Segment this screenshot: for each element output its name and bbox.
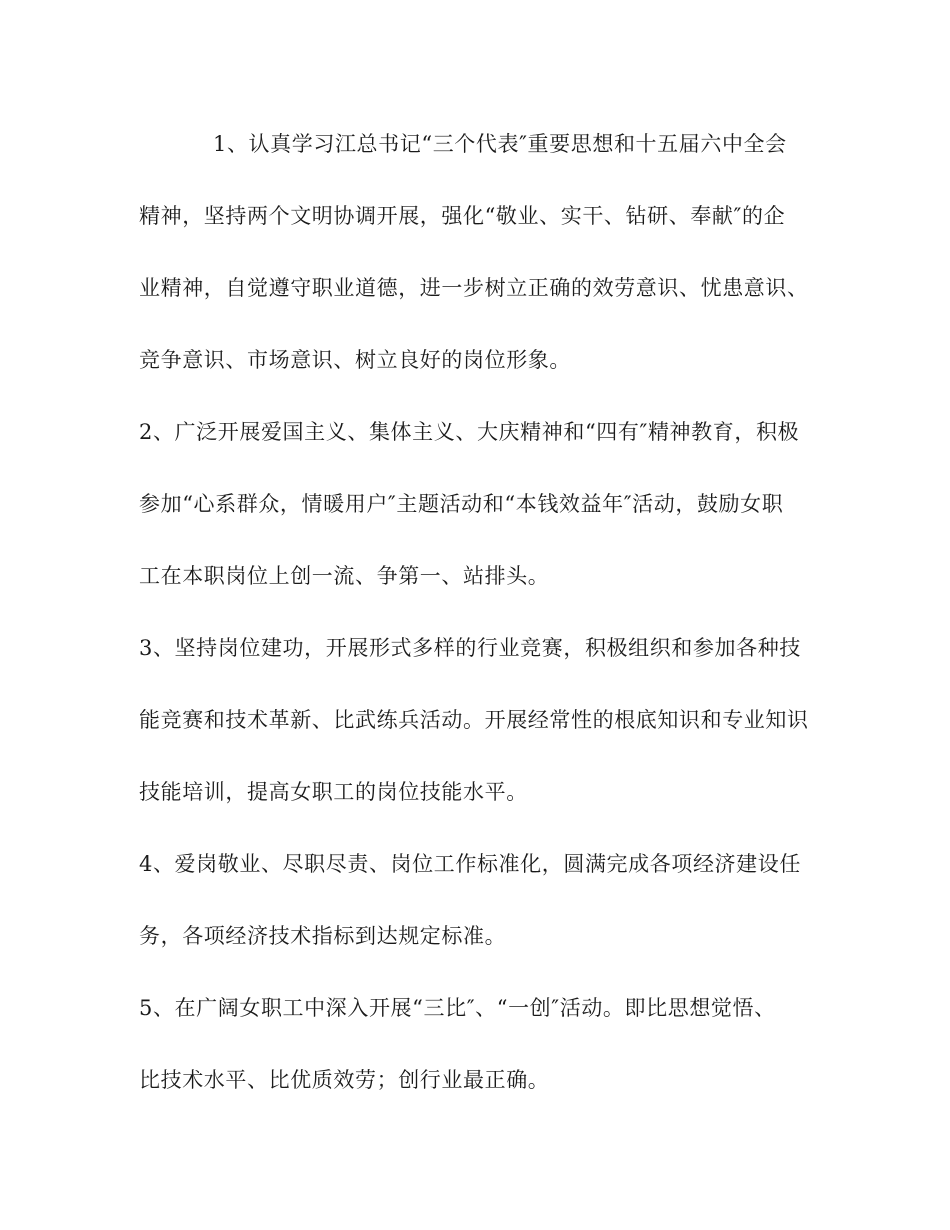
- text-line: 务，各项经济技术指标到达规定标准。: [139, 924, 507, 948]
- text-line: 业精神，自觉遵守职业道德，进一步树立正确的效劳意识、忧患意识、: [139, 276, 809, 300]
- text-line: 5、在广阔女职工中深入开展“三比″、“一创″活动。即比思想觉悟、: [139, 996, 776, 1020]
- text-line: 工在本职岗位上创一流、争第一、站排头。: [139, 564, 550, 588]
- text-line: 1、认真学习江总书记“三个代表″重要思想和十五届六中全会: [213, 132, 787, 156]
- text-line: 技能培训，提高女职工的岗位技能水平。: [139, 780, 528, 804]
- text-line: 参加“心系群众，情暖用户″主题活动和“本钱效益年″活动，鼓励女职: [139, 492, 784, 516]
- document-body: [139, 120, 817, 1128]
- text-line: 精神，坚持两个文明协调开展，强化“敬业、实干、钻研、奉献″的企: [139, 204, 786, 228]
- text-line: 比技术水平、比优质效劳；创行业最正确。: [139, 1068, 550, 1092]
- text-line: 3、坚持岗位建功，开展形式多样的行业竞赛，积极组织和参加各种技: [139, 636, 801, 660]
- text-line: 4、爱岗敬业、尽职尽责、岗位工作标准化，圆满完成各项经济建设任: [139, 852, 801, 876]
- text-line: 2、广泛开展爱国主义、集体主义、大庆精神和“四有″精神教育，积极: [139, 420, 800, 444]
- text-line: 能竞赛和技术革新、比武练兵活动。开展经常性的根底知识和专业知识: [139, 708, 809, 732]
- text-line: 竞争意识、市场意识、树立良好的岗位形象。: [139, 348, 571, 372]
